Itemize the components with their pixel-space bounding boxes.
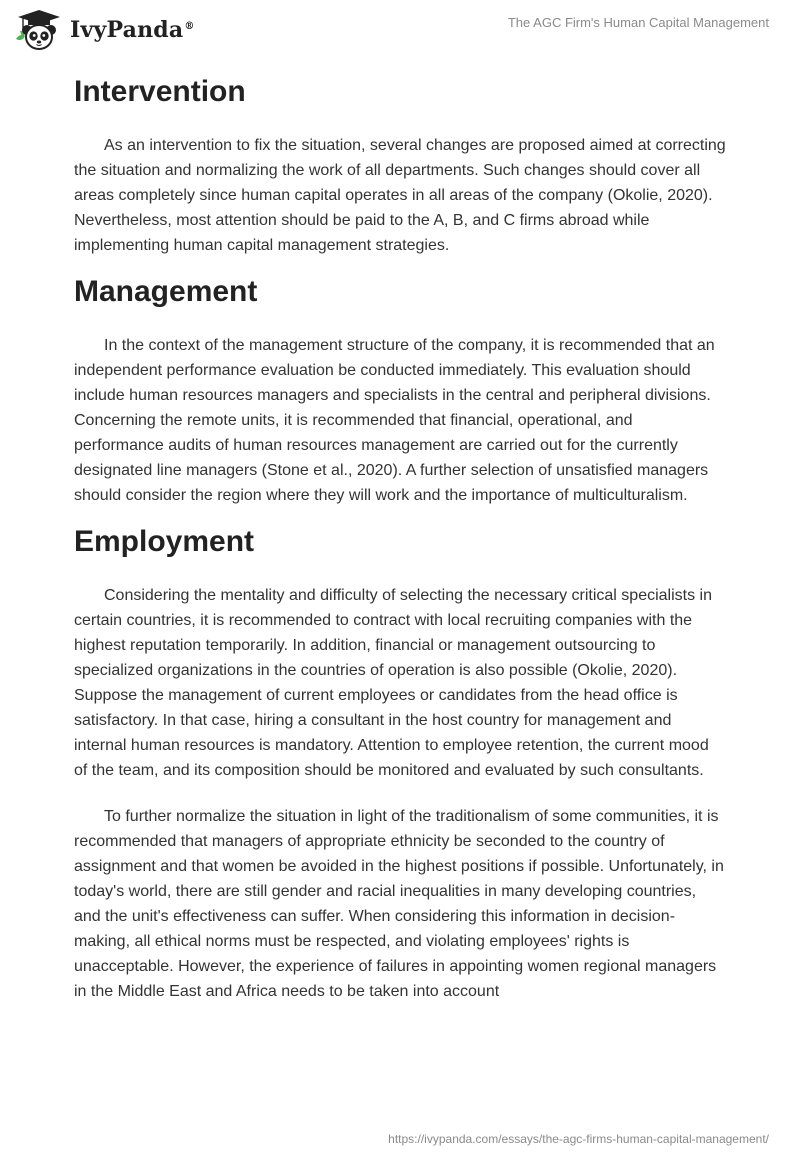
ivypanda-logo[interactable] [14, 9, 195, 51]
heading-management: Management [74, 275, 258, 308]
brand-name: IvyPanda® [70, 17, 195, 43]
page-header [0, 0, 800, 62]
panda-graduate-icon [14, 9, 64, 51]
paragraph-employment-2: To further normalize the situation in light of the traditionalism of some communities, it is recommended that managers of appropriate ethnicity be seconded to the country of assignment and that women be avoided in the highest positions if possible. Unfortunately, in today's world, there are still gender and racial inequalities in many developing countries, and the unit's effectiveness can suffer. When considering this information in decision-making, all ethical norms must be respected, and violating employees' rights is unacceptable. However, the experience of failures in appointing women regional managers in the Middle East and Africa needs to be taken into account [74, 808, 724, 1000]
heading-employment: Employment [74, 525, 255, 558]
footer-source-url[interactable]: https://ivypanda.com/essays/the-agc-firms-human-capital-management/ [388, 1132, 769, 1146]
paragraph-employment-1: Considering the mentality and difficulty of selecting the necessary critical specialists in certain countries, it is recommended to contract with local recruiting companies with the highest reputation temporarily. In addition, financial or management outsourcing to specialized organizations in the countries of operation is also possible (Okolie, 2020). Suppose the management of current employees or candidates from the head office is satisfactory. In that case, hiring a consultant in the host country for management and internal human resources is mandatory. Attention to employee retention, the current mood of the team, and its composition should be monitored and evaluated by such consultants. [74, 587, 712, 779]
paragraph-management: In the context of the management structure of the company, it is recommended that an independent performance evaluation be conducted immediately. This evaluation should include human resources managers and specialists in the central and peripheral divisions. Concerning the remote units, it is recommended that financial, operational, and performance audits of human resources management are carried out for the currently designated line managers (Stone et al., 2020). A further selection of unsatisfied managers should consider the region where they will work and the importance of multiculturalism. [74, 337, 715, 504]
document-title: The AGC Firm's Human Capital Management [507, 15, 769, 30]
essay-content [74, 70, 726, 1004]
paragraph-intervention: As an intervention to fix the situation, several changes are proposed aimed at correcting the situation and normalizing the work of all departments. Such changes should cover all areas completely since human capital operates in all areas of the company (Okolie, 2020). Nevertheless, most attention should be paid to the A, B, and C firms abroad while implementing human capital management strategies. [74, 137, 726, 254]
heading-intervention: Intervention [74, 75, 246, 108]
